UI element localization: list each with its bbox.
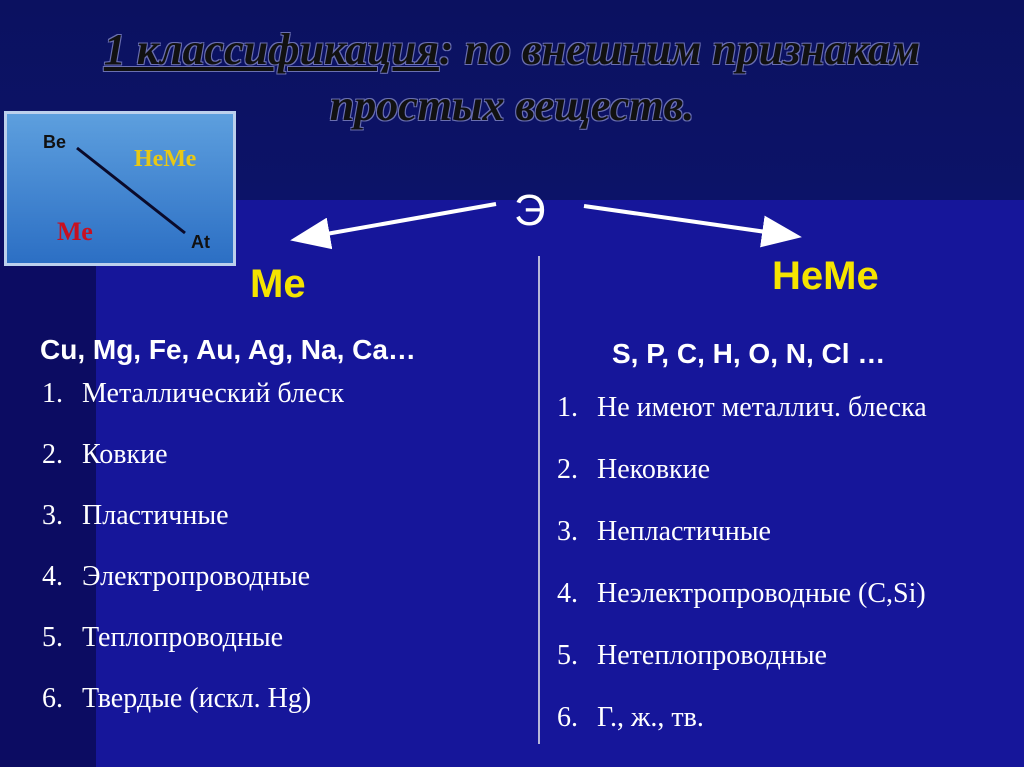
title-rest: : по внешним признакам xyxy=(438,25,921,74)
diagram-label-metal: Ме xyxy=(57,217,93,246)
title-line2: простых веществ. xyxy=(329,81,695,130)
list-item: 1. Не имеют металлич. блеска xyxy=(557,392,927,423)
metals-heading: Ме xyxy=(250,262,306,306)
list-item: 6. Г., ж., тв. xyxy=(557,702,704,733)
list-item: 3. Непластичные xyxy=(557,516,771,547)
list-item: 4. Электропроводные xyxy=(42,561,311,592)
list-item: 3. Пластичные xyxy=(42,500,229,531)
nonmetals-heading: НеМе xyxy=(772,254,879,298)
diagram-label-at: At xyxy=(191,232,210,252)
nonmetal-examples: S, P, C, H, O, N, Cl … xyxy=(612,338,886,369)
arrow-left xyxy=(298,204,496,239)
diagram-label-nonmetal: НеМе xyxy=(134,146,197,172)
list-item: 1. Металлический блеск xyxy=(42,378,345,409)
list-item: 5. Теплопроводные xyxy=(42,622,284,653)
list-item: 4. Неэлектропроводные (C,Si) xyxy=(557,578,926,609)
title-classification-number: 1 классификация xyxy=(103,25,439,74)
element-symbol: Э xyxy=(514,186,546,235)
column-divider xyxy=(538,256,540,744)
diagram-label-be: Be xyxy=(43,132,67,152)
list-item: 2. Нековкие xyxy=(557,454,711,485)
list-item: 6. Твердые (искл. Hg) xyxy=(42,683,312,714)
list-item: 5. Нетеплопроводные xyxy=(557,640,827,671)
arrow-right xyxy=(584,206,794,236)
metal-examples: Cu, Mg, Fe, Au, Ag, Na, Ca… xyxy=(40,334,416,365)
list-item: 2. Ковкие xyxy=(42,439,168,470)
